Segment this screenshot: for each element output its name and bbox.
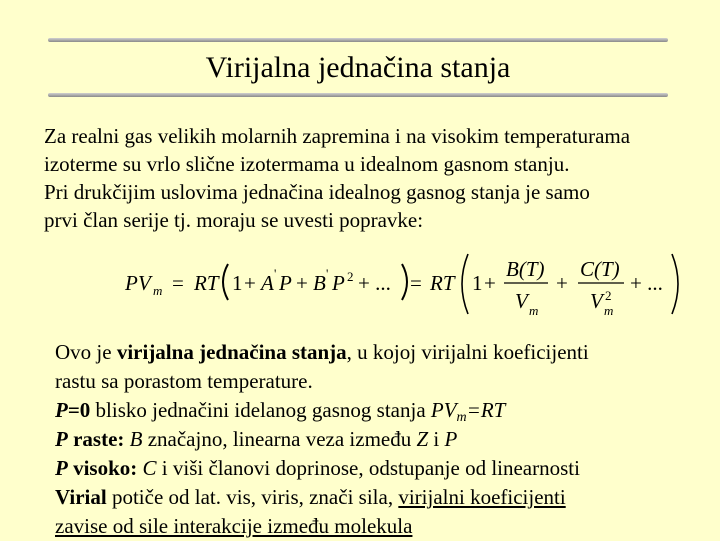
line-4 <box>55 425 715 454</box>
eq-paren-left-2 <box>462 254 468 314</box>
explanation-paragraph <box>55 338 715 541</box>
slide-title: Virijalna jednačina stanja <box>205 51 511 84</box>
eq-one-1: 1 <box>232 271 243 295</box>
eq-den-m-2: m <box>604 303 614 318</box>
eq-den-V-1: V <box>515 289 528 313</box>
line-4-P2: P <box>444 427 458 451</box>
line-5-P: P <box>55 456 68 480</box>
eq-B-prime: ' <box>326 266 329 281</box>
line-6-text: potiče od lat. vis, viris, znači sila, <box>106 485 399 509</box>
eq-num-C: C(T) <box>580 257 620 281</box>
eq-RT-1: RT <box>194 271 219 295</box>
eq-P-2: P <box>332 271 345 295</box>
eq-paren-left-1 <box>223 264 228 300</box>
line-5-visoko: visoko: <box>67 456 143 480</box>
eq-B: B <box>313 271 326 295</box>
line-4-i: i <box>428 427 445 451</box>
eq-A: A <box>261 271 274 295</box>
eq-one-2: 1 <box>472 271 483 295</box>
line-5-text: i viši članovi doprinose, odstupanje od linearnosti <box>156 456 580 480</box>
eq-A-prime: ' <box>274 266 277 281</box>
line-3-PV: PV <box>430 398 457 422</box>
line-1-text-c: , u kojoj virijalni koeficijenti <box>346 340 589 364</box>
line-4-text: značajno, linearna veza između <box>142 427 417 451</box>
virial-equation <box>120 250 690 324</box>
intro-line-1: Za realni gas velikih molarnih zapremina i na visokim temperaturama <box>44 124 631 148</box>
eq-paren-right-2 <box>672 254 678 314</box>
eq-equals-2: = <box>410 271 422 295</box>
line-3-eq0: =0 <box>67 398 91 422</box>
eq-plus-4: + <box>556 271 568 295</box>
eq-P-squared: 2 <box>347 269 354 284</box>
line-3 <box>55 396 715 425</box>
intro-line-2: izoterme su vrlo slične izotermama u idealnom gasnom stanju. <box>44 152 570 176</box>
line-4-P: P <box>55 427 68 451</box>
line-7: zavise od sile interakcije između molekula <box>55 514 413 538</box>
eq-dots-2: + ... <box>630 271 663 295</box>
line-6-virial: Virial <box>55 485 107 509</box>
intro-line-4: prvi član serije tj. moraju se uvesti popravke: <box>44 208 424 232</box>
eq-paren-right-1 <box>402 264 407 300</box>
eq-plus-1: + <box>244 271 256 295</box>
eq-lhs-m: m <box>153 283 163 298</box>
eq-dots-1: + ... <box>358 271 391 295</box>
eq-plus-3: + <box>484 271 496 295</box>
line-3-RT: =RT <box>466 398 506 422</box>
eq-P-1: P <box>279 271 292 295</box>
eq-den-m-1: m <box>529 303 539 318</box>
eq-lhs-P: P <box>125 271 138 295</box>
line-6-underlined: virijalni koeficijenti <box>398 485 566 509</box>
line-3-P: P <box>55 398 68 422</box>
line-1-bold-term: virijalna jednačina stanja <box>116 340 347 364</box>
line-5-C: C <box>142 456 157 480</box>
line-4-B: B <box>124 427 143 451</box>
intro-paragraph <box>44 122 720 234</box>
line-3-text: blisko jednačini idelanog gasnog stanja <box>90 398 431 422</box>
line-5 <box>55 454 715 483</box>
eq-equals-1: = <box>172 271 184 295</box>
line-4-Z: Z <box>416 427 429 451</box>
eq-num-B: B(T) <box>506 257 545 281</box>
line-2: rastu sa porastom temperature. <box>55 369 313 393</box>
eq-RT-2: RT <box>430 271 455 295</box>
eq-den-V-2: V <box>590 289 603 313</box>
eq-plus-2: + <box>296 271 308 295</box>
line-4-raste: raste: <box>67 427 125 451</box>
eq-lhs-V: V <box>138 271 151 295</box>
title-rule-top <box>48 38 668 42</box>
line-3-m: m <box>456 410 467 425</box>
line-1-text-a: Ovo je <box>55 340 117 364</box>
line-1 <box>55 338 715 367</box>
title-rule-bottom <box>48 93 668 97</box>
intro-line-3: Pri drukčijim uslovima jednačina idealnog gasnog stanja je samo <box>44 180 590 204</box>
eq-den-squared: 2 <box>605 288 612 303</box>
line-6 <box>55 483 715 512</box>
